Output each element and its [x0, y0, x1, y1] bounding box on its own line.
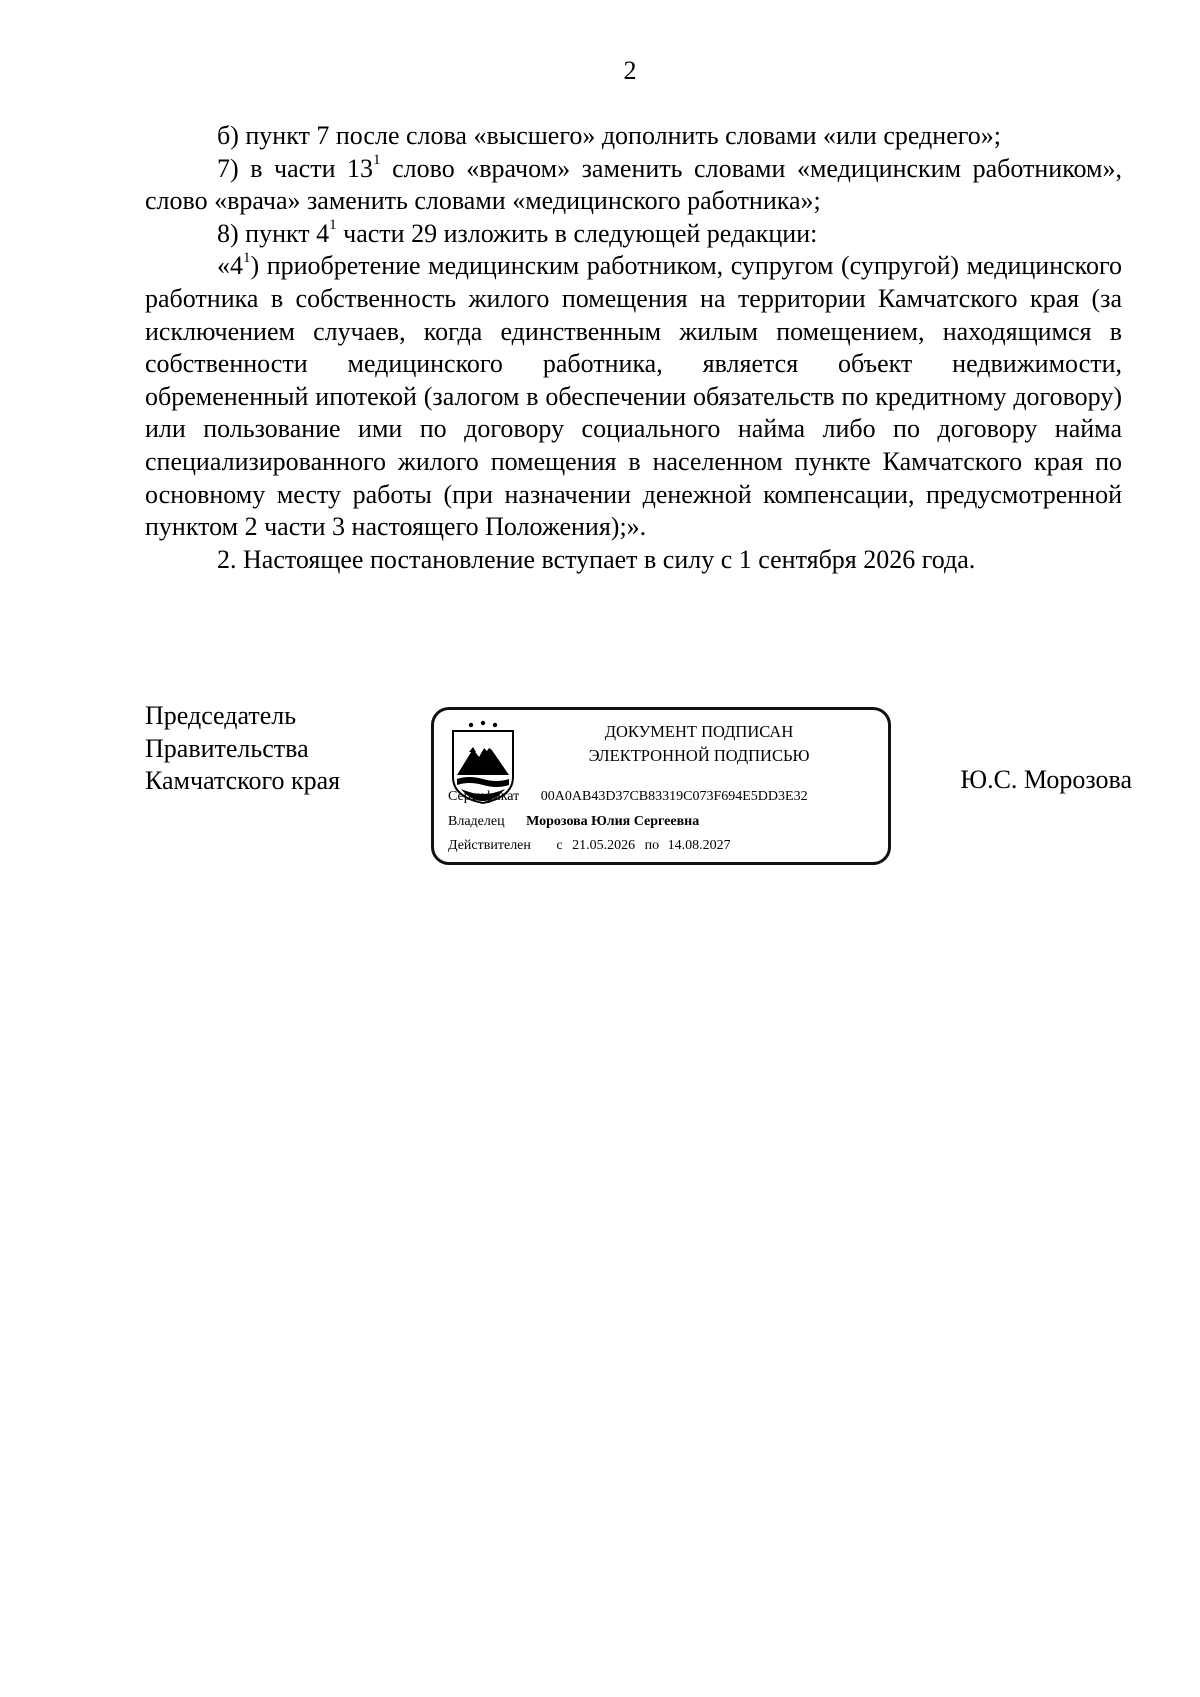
superscript: 1: [373, 151, 381, 168]
valid-to-prefix: по: [644, 838, 660, 853]
paragraph-8-text-b: части 29 изложить в следующей редакции:: [336, 218, 818, 248]
superscript: 1: [243, 249, 251, 266]
paragraph-b: б) пункт 7 после слова «высшего» дополнить словами «или среднего»;: [217, 121, 1001, 150]
valid-to-date: 14.08.2027: [667, 838, 731, 853]
paragraph-4-1-text-b: ) приобретение медицинским работником, супругом (супругой) медицинского работника в собственность жилого помещения на территории Камчатского края (за исключением случаев, когда единственным жилым помещением, находящимся в собственности медицинского работника, является объект недвижимости, обремененный ипотекой (залогом в обеспечении обязательств по кредитному договору) или пользование ими по договору социального найма либо по договору найма специализированного жилого помещения в населенном пункте Камчатского края по основному месту работы (при назначении денежной компенсации, предусмотренной пунктом 2 части 3 настоящего Положения);».: [145, 251, 1122, 542]
paragraph-7-text-a: 7) в части 13: [217, 153, 374, 183]
certificate-label: Сертификат: [448, 789, 520, 804]
paragraph-4-1-text-a: «4: [217, 251, 243, 281]
stamp-title-line-1: ДОКУМЕНТ ПОДПИСАН: [604, 722, 794, 741]
page-number: 2: [623, 56, 637, 85]
electronic-signature-stamp: [431, 707, 891, 865]
signatory-name: Ю.С. Морозова: [960, 765, 1132, 794]
signatory-line-2: Правительства: [145, 733, 309, 763]
paragraph-7: [145, 153, 1122, 218]
paragraph-8-text-a: 8) пункт 4: [217, 218, 330, 248]
paragraph-8: [145, 218, 1122, 251]
stamp-title-line-2: ЭЛЕКТРОННОЙ ПОДПИСЬЮ: [588, 746, 810, 765]
paragraph-4-1: [145, 250, 1122, 543]
signatory-line-1: Председатель: [145, 701, 297, 730]
stamp-title: [534, 720, 864, 768]
owner-label: Владелец: [448, 814, 505, 829]
signatory-line-3: Камчатского края: [145, 766, 341, 796]
certificate-value: 00A0AB43D37CB83319C073F694E5DD3E32: [540, 789, 808, 804]
stamp-validity-row: [448, 837, 731, 855]
valid-from-date: 21.05.2026: [572, 838, 636, 853]
paragraph-2: 2. Настоящее постановление вступает в силу с 1 сентября 2026 года.: [217, 544, 976, 574]
stamp-owner-row: [448, 813, 699, 831]
paragraph-7-text-b: слово «врачом» заменить словами «медицинским работником», слово «врача» заменить словами «медицинского работника»;: [145, 153, 1122, 216]
owner-value: Морозова Юлия Сергеевна: [526, 814, 700, 829]
superscript: 1: [329, 217, 337, 234]
document-body: [145, 120, 1122, 576]
signatory-title: [145, 700, 340, 798]
valid-from-prefix: с: [556, 838, 563, 853]
valid-label: Действителен: [448, 838, 531, 853]
stamp-certificate-row: [448, 788, 808, 806]
